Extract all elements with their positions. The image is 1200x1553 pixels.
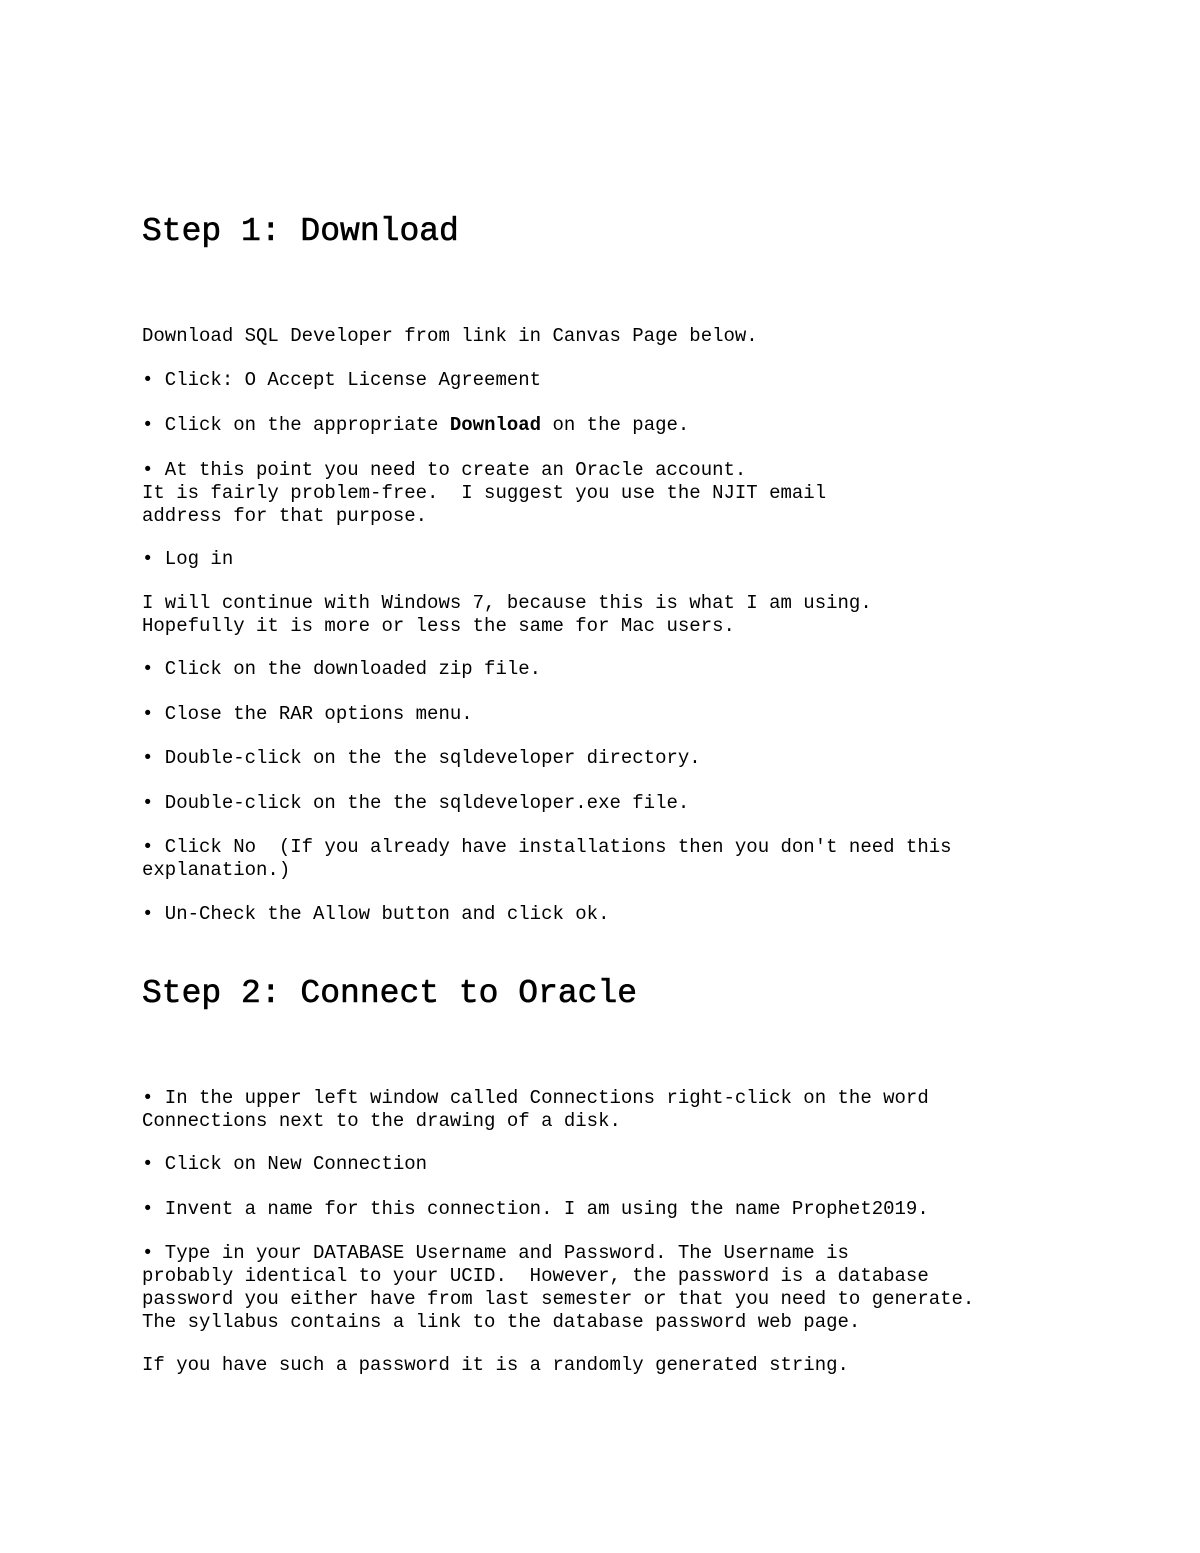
step2-bullet-new-connection: • Click on New Connection xyxy=(142,1153,428,1175)
step1-bullet-rar-menu: • Close the RAR options menu. xyxy=(142,703,473,725)
step1-bullet-sqldeveloper-dir: • Double-click on the the sqldeveloper directory. xyxy=(142,747,701,769)
step1-bullet-oracle-account: • At this point you need to create an Oracle account. It is fairly problem-free. I suggest you use the NJIT email address for that purpose. xyxy=(142,459,827,527)
step1-bullet-download xyxy=(142,414,689,437)
step1-bullet-click-no: • Click No (If you already have installations then you don't need this explanation.) xyxy=(142,836,952,881)
step1-bullet-zip-file: • Click on the downloaded zip file. xyxy=(142,658,542,680)
step1-windows-note: I will continue with Windows 7, because this is what I am using. Hopefully it is more or less the same for Mac users. xyxy=(142,592,872,637)
step2-bullet-connection-name: • Invent a name for this connection. I am using the name Prophet2019. xyxy=(142,1198,929,1220)
step1-heading: Step 1: Download xyxy=(142,213,459,250)
step1-bullet-sqldeveloper-exe: • Double-click on the the sqldeveloper.exe file. xyxy=(142,792,690,814)
step2-heading: Step 2: Connect to Oracle xyxy=(142,975,638,1012)
bullet-text-end: on the page. xyxy=(541,414,690,436)
step2-password-note: If you have such a password it is a randomly generated string. xyxy=(142,1354,849,1376)
bold-download-word: Download xyxy=(449,414,542,436)
step1-intro: Download SQL Developer from link in Canvas Page below. xyxy=(142,325,758,347)
step1-bullet-accept-license: • Click: O Accept License Agreement xyxy=(142,369,542,391)
bullet-text: • Click on the appropriate xyxy=(142,414,450,436)
step1-bullet-log-in: • Log in xyxy=(142,548,234,570)
step2-bullet-connections: • In the upper left window called Connections right-click on the word Connections next to the drawing of a disk. xyxy=(142,1087,929,1132)
step1-bullet-uncheck-allow: • Un-Check the Allow button and click ok. xyxy=(142,903,610,925)
step2-bullet-credentials: • Type in your DATABASE Username and Password. The Username is probably identical to your UCID. However, the password is a database password you either have from last semester or that you need to generate. The syllabus contains a link to the database password web page. xyxy=(142,1242,975,1333)
